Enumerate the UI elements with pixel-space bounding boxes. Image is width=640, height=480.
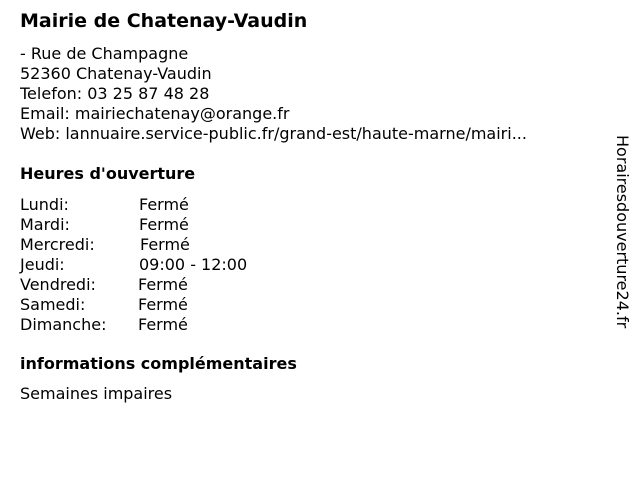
info-heading: informations complémentaires: [20, 354, 297, 373]
day-label: Lundi:: [20, 195, 69, 214]
day-hours: Fermé: [138, 295, 188, 314]
phone-line: Telefon: 03 25 87 48 28: [20, 84, 210, 103]
street-line: - Rue de Champagne: [20, 44, 189, 63]
email-line: Email: mairiechatenay@orange.fr: [20, 104, 290, 123]
day-hours: Fermé: [139, 215, 189, 234]
web-line: Web: lannuaire.service-public.fr/grand-est/haute-marne/mairi...: [20, 124, 527, 143]
address-block: [20, 44, 600, 144]
site-watermark: Horairesdouverture24.fr: [613, 135, 632, 329]
day-hours: Fermé: [138, 315, 188, 334]
day-label: Mardi:: [20, 215, 70, 234]
day-label: Mercredi:: [20, 235, 95, 254]
day-hours: Fermé: [138, 275, 188, 294]
info-text: Semaines impaires: [20, 384, 173, 403]
day-hours: Fermé: [140, 235, 190, 254]
day-label: Samedi:: [20, 295, 86, 314]
day-label: Jeudi:: [20, 255, 65, 274]
day-label: Vendredi:: [20, 275, 96, 294]
hours-heading: Heures d'ouverture: [20, 164, 196, 183]
city-line: 52360 Chatenay-Vaudin: [20, 64, 212, 83]
day-hours: Fermé: [139, 195, 189, 214]
day-hours: 09:00 - 12:00: [139, 255, 248, 274]
page-title: Mairie de Chatenay-Vaudin: [20, 10, 308, 32]
day-label: Dimanche:: [20, 315, 107, 334]
